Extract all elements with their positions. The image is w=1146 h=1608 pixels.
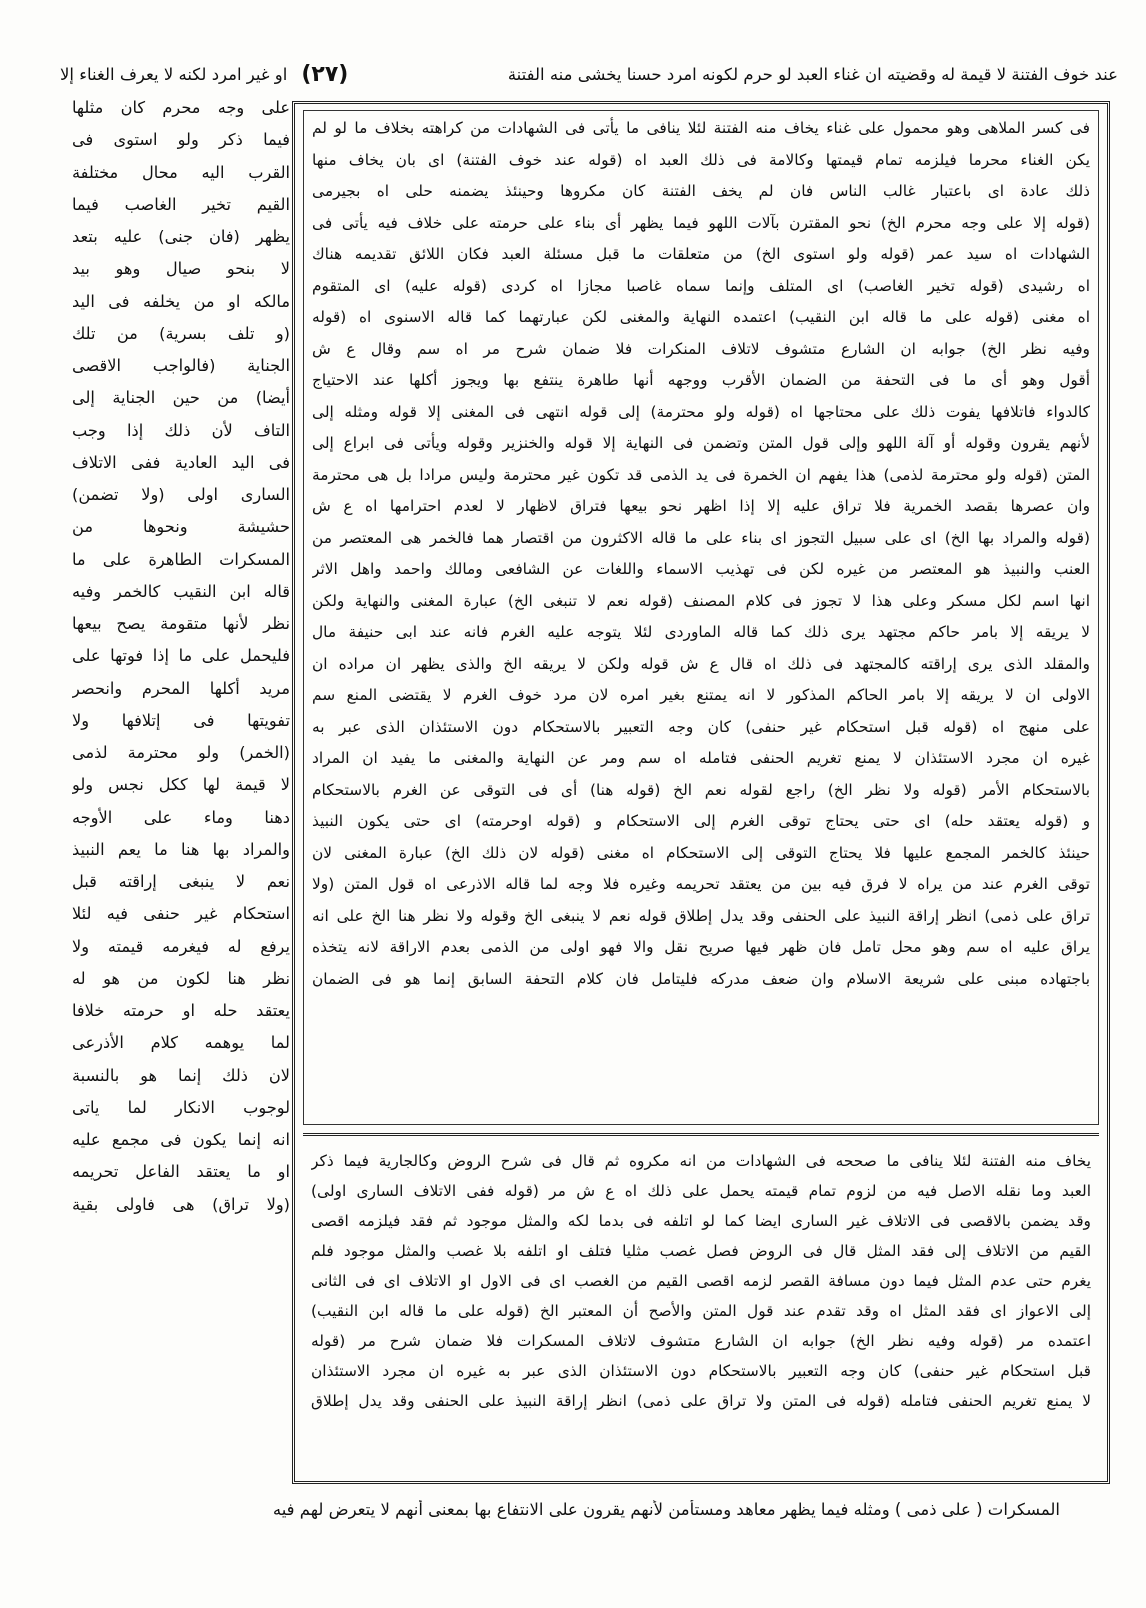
text-line: وان عصرها بقصد الخمرية فلا تراق عليه إلا إذا اظهر نحو بيعها فتراق لاظهار لا لعدم احترامها اه ع ش: [312, 497, 1090, 515]
header-left-text: او غير امرد لكنه لا يعرف الغناء إلا: [60, 64, 288, 84]
text-line: لوجوب الانكار لما ياتى: [72, 1097, 290, 1117]
text-line: نظر لأنها متقومة يصح بيعها: [72, 614, 290, 633]
text-line: العبد وما نقله الاصل فيه من لزوم تمام قيمته يحمل على ذلك اه ع ش مر (قوله ففى الاتلاف السارى اولى): [311, 1182, 1091, 1200]
text-line: لما يوهمه كلام الأذرعى: [72, 1033, 290, 1053]
text-line: لان ذلك إنما هو بالنسبة: [72, 1065, 290, 1085]
text-line: التاف لأن ذلك إذا وجب: [72, 420, 290, 440]
text-line: العنب والنبيذ هو المعتصر من غيره لكن فى تهذيب الاسماء واللغات عن الشافعى ومالك واحمد واهل الاثر: [312, 560, 1090, 578]
text-line: غيره ان مجرد الاستئذان لا يمنع تغريم الحنفى فتامله اه سم ومر عن النهاية والمغنى ما يفيد ان المراد: [312, 749, 1090, 767]
text-line: لا قيمة لها ككل نجس ولو: [72, 775, 290, 795]
page-number: (٢٧): [301, 61, 349, 87]
text-line: تراق على ذمى) انظر إراقة النبيذ على الحنفى وقد يدل إطلاق قوله نعم لا ينبغى الخ وقوله ولا نظر هنا الخ على انه: [312, 906, 1090, 925]
text-line: يخاف منه الفتنة لئلا ينافى ما صححه فى الشهادات من انه مكروه ثم قال فى شرح الروض وكالجارية فيما ذكر: [311, 1152, 1091, 1170]
text-line: لا بنحو صيال وهو بيد: [72, 259, 290, 279]
text-line: وقد يضمن بالاقصى فى الاتلاف غير السارى ايضا كما لو اتلفه فى بدما لكه والمثل موجود ثم فقد فيلزمه اقصى: [311, 1212, 1091, 1230]
text-line: يظهر (فان جنى) عليه بتعد: [72, 227, 290, 246]
text-line: إلى الاعواز اى فقد المثل اه وقد تقدم عند قول المتن والأصح أن المعتبر الخ (قوله على ما قاله ابن النقيب): [311, 1302, 1091, 1320]
text-line: نعم لا ينبغى إراقته قبل: [72, 872, 290, 891]
text-line: القيم تخير الغاصب فيما: [72, 194, 290, 214]
text-line: لا يمنع تغريم الحنفى فتامله (قوله فى المتن ولا تراق على ذمى) انظر إراقة النبيذ على الحنفى وقد يدل إطلاق: [311, 1392, 1091, 1410]
section-divider: [303, 1133, 1099, 1136]
text-line: يعتقد حله او حرمته خلافا: [72, 1001, 290, 1020]
lower-commentary: [303, 1144, 1099, 1474]
text-line: كالدواء فاتلافها يفوت ذلك على محتاجها اه (قوله ولو محترمة) إلى قوله انتهى فى المغنى إلا قوله ومثله إلى: [312, 402, 1090, 421]
text-line: المتن (قوله ولو محترمة لذمى) هذا يفهم ان الخمرة فى يد الذمى قد تكون غير محترمة وليس مرادا بل هى محترمة: [312, 465, 1090, 484]
text-line: ذلك عادة اى باعتبار غالب الناس فان لم يخف الفتنة كان مكروها وحينئذ يضمنه حلى اه بجيرمى: [312, 182, 1090, 200]
text-line: يراق عليه اه سم وهو محل تامل فان ظهر فيها صريح نقل والا فهو اولى من الذمى بعدم الاراقة لانه يتخذه: [312, 938, 1090, 956]
text-line: و (قوله يعتقد حله) اى حتى يحتاج توقى الغرم إلى الاستحكام و (قوله اوحرمته) اى حتى يكون النبيذ: [312, 812, 1090, 830]
text-line: يكن الغناء محرما فيلزمه تمام قيمتها وكالامة فى ذلك العبد اه (قوله عند خوف الفتنة) اى بان يخاف منها: [312, 150, 1090, 169]
text-line: مريد أكلها المحرم وانحصر: [72, 678, 290, 698]
text-line: (ولا تراق) هى فاولى بقية: [72, 1194, 290, 1214]
commentary-frame: [292, 101, 1110, 1484]
text-line: الجناية (فالواجب الاقصى: [72, 356, 290, 375]
text-line: اعتمده مر (قوله وفيه نظر الخ) جوابه ان الشارع متشوف لاتلاف المسكرات فلا ضمان شرح مر (قوله: [311, 1332, 1091, 1350]
text-line: (الخمر) ولو محترمة لذمى: [72, 743, 290, 762]
text-line: (قوله إلا على وجه محرم الخ) نحو المقترن بآلات اللهو فيما يظهر أى بناء على حرمته على خلاف فيه يأتى فى: [312, 213, 1090, 232]
header-right-text: عند خوف الفتنة لا قيمة له وقضيته ان غناء العبد لو حرم لكونه امرد حسنا يخشى منه الفتنة: [507, 64, 1118, 84]
text-line: باجتهاده مبنى على شريعة الاسلام وان ضعف مدركه فليتامل فان كلام التحفة السابق إنما هو فى الضمان: [312, 969, 1090, 988]
text-line: فى كسر الملاهى وهو محمول على غناء يخاف منه الفتنة لئلا ينافى ما يأتى فى الشهادات من كراهته بخلاف ما لو لم: [312, 119, 1090, 137]
text-line: انها اسم لكل مسكر وعلى هذا لا تجوز فى كلام المصنف (قوله نعم لا تنبغى الخ) عبارة المغنى والنهاية ولكن: [312, 591, 1090, 610]
text-line: وفيه نظر الخ) جوابه ان الشارع متشوف لاتلاف المنكرات فلا ضمان شرح مر اه سم وقال ع ش: [312, 339, 1090, 358]
text-line: استحكام غير حنفى فيه لئلا: [72, 904, 290, 924]
text-line: والمقلد الذى يرى إراقته كالمجتهد فى ذلك اه قال ع ش قوله ولكن لا يريقه الخ والذى يظهر ان مراده ان: [312, 654, 1090, 673]
text-line: القيم من الاتلاف إلى فقد المثل قال فى الروض فصل غصب مثليا فتلف او اتلفه بلا غصب والمثل موجود فلم: [311, 1242, 1091, 1260]
text-line: فليحمل على ما إذا فوتها على: [72, 646, 290, 666]
text-line: يغرم حتى عدم المثل فيما دون مسافة القصر لزمه اقصى القيم من الغصب اى فى الاول او الاتلاف اى فى الثانى: [311, 1272, 1091, 1290]
text-line: لا يريقه إلا بامر حاكم مجتهد يرى ذلك كما قاله الماوردى لئلا يتوجه عليه الغرم فانه عند ابى حنيفة مال: [312, 623, 1090, 641]
text-line: الشهادات اه سيد عمر (قوله ولو استوى الخ) من متعلقات ما قبل مسئلة العبد فكان اللائق تقديمه هناك: [312, 245, 1090, 263]
text-line: اه مغنى (قوله على ما قاله ابن النقيب) اعتمده النهاية والمغنى لكن عبارتهما كما قاله الاسنوى اه (قوله: [312, 308, 1090, 326]
text-line: المسكرات الطاهرة على ما: [72, 549, 290, 569]
footer-text: المسكرات ( على ذمى ) ومثله فيما يظهر معاهد ومستأمن لأنهم يقرون على الانتفاع بها بمعنى أنهم لا يتعرض لهم فيه: [272, 1500, 1060, 1519]
text-line: فيما ذكر ولو استوى فى: [72, 130, 290, 150]
upper-commentary: [303, 110, 1099, 1125]
text-line: توقى الغرم عند من يراه لا فرق فيه بين من يعتقد تحريمه وغيره فلا وجه لما قاله الاذرعى اه قول المتن (ولا: [312, 875, 1090, 893]
text-line: (قوله والمراد بها الخ) اى على سبيل التجوز اى بناء على ما قاله الاكثرون من اقتصار هما فالخمر هى المعتصر من: [312, 528, 1090, 547]
text-line: مالكه او من يخلفه فى اليد: [72, 291, 290, 311]
text-line: لأنهم يقرون وقوله أو آلة اللهو وإلى قول المتن وتضمن فى النهاية إلا قوله والخنزير وقوله ويأتى فى ابراع إلى: [312, 434, 1090, 452]
text-line: حشيشة ونحوها من: [72, 517, 290, 537]
text-line: بالاستحكام الأمر (قوله ولا نظر الخ) راجع لقوله نعم الخ (قوله هنا) أى فى التوقى عن الغرم بالاستحكام: [312, 780, 1090, 799]
text-line: الاولى ان لا يريقه إلا بامر الحاكم المذكور لا انه يمتنع بغير امره لان مرد خوف الغرم لا يقتضى المنع سم: [312, 686, 1090, 704]
text-line: انه إنما يكون فى مجمع عليه: [72, 1130, 290, 1149]
text-line: فى اليد العادية ففى الاتلاف: [72, 452, 290, 472]
text-line: تفويتها فى إتلافها ولا: [72, 710, 290, 730]
text-line: حينئذ كالخمر المجمع عليها فلا يحتاج التوقى إلى الاستحكام اه مغنى (قوله لان ذلك الخ) عبارة المغنى لان: [312, 843, 1090, 862]
text-line: نظر هنا لكون من هو له: [72, 968, 290, 988]
text-line: قاله ابن النقيب كالخمر وفيه: [72, 581, 290, 601]
text-line: السارى اولى (ولا تضمن): [72, 485, 290, 504]
text-line: على وجه محرم كان مثلها: [72, 98, 290, 117]
text-line: اه رشيدى (قوله تخير الغاصب) اى المتلف وإنما سماه غاصبا مجازا اه كردى (قوله عليه) اى المتقوم: [312, 276, 1090, 295]
text-line: على منهج اه (قوله قبل استحكام غير حنفى) كان وجه التعبير بالاستحكام دون الاستئذان الذى عبر به: [312, 717, 1090, 736]
text-line: دهنا وماء على الأوجه: [72, 807, 290, 827]
text-line: أقول وهو أى ما فى التحفة من الضمان الأقرب ووجهه أنها طاهرة ينتفع بها ويجوز أكلها عند الاحتياج: [312, 371, 1090, 389]
text-line: او ما يعتقد الفاعل تحريمه: [72, 1162, 290, 1182]
text-line: يرفع له فيغرمه قيمته ولا: [72, 936, 290, 956]
main-text-column: [72, 92, 290, 1482]
text-line: والمراد بها هنا ما يعم النبيذ: [72, 839, 290, 859]
text-line: قبل استحكام غير حنفى) كان وجه التعبير بالاستحكام دون الاستئذان الذى عبر به غيره ان مجرد الاستئذان: [311, 1362, 1091, 1380]
text-line: القرب اليه محال مختلفة: [72, 162, 290, 182]
text-line: أيضا) من حين الجناية إلى: [72, 388, 290, 408]
running-header: [60, 52, 1118, 96]
text-line: (و تلف بسرية) من تلك: [72, 323, 290, 343]
